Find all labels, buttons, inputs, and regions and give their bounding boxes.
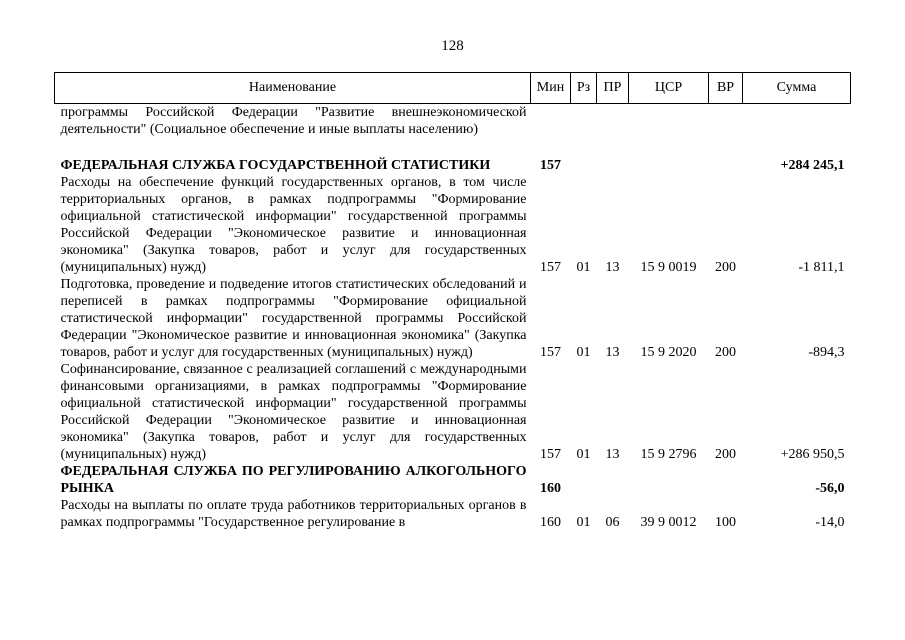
row-pr: 06	[605, 515, 620, 530]
header-min: Мин	[531, 73, 571, 104]
row-csr	[629, 138, 709, 174]
row-rz: 01	[576, 260, 591, 275]
row-name: программы Российской Федерации "Развитие внешнеэкономической деятельности" (Социальное обеспечение и иные выплаты населению)	[60, 105, 527, 137]
row-sum: -894,3	[808, 345, 845, 360]
row-pr: 13	[605, 447, 620, 462]
row-min: 157	[540, 260, 561, 275]
table-row	[55, 463, 851, 497]
header-rz: Рз	[571, 73, 597, 104]
table-header	[55, 73, 851, 104]
row-min: 160	[540, 515, 561, 530]
row-name: ФЕДЕРАЛЬНАЯ СЛУЖБА ПО РЕГУЛИРОВАНИЮ АЛКОГОЛЬНОГО РЫНКА	[60, 464, 527, 496]
row-pr: 13	[605, 260, 620, 275]
row-name: Расходы на обеспечение функций государственных органов, в том числе территориальных органов, в рамках подпрограммы "Формирование официальной статистической информации" государственной программы Российской Федерации "Экономическое развитие и инновационная экономика" (Закупка товаров, работ и услуг для государственных (муниципальных) нужд)	[60, 175, 527, 275]
row-csr: 15 9 2020	[640, 345, 697, 360]
row-rz	[571, 104, 597, 139]
budget-table	[54, 72, 851, 531]
table-row	[55, 138, 851, 174]
row-sum: +284 245,1	[780, 158, 845, 173]
row-name: Софинансирование, связанное с реализацией соглашений с международными финансовыми организациями, в рамках подпрограммы "Формирование официальной статистической информации" государственной программы Российской Федерации "Экономическое развитие и инновационная экономика" (Закупка товаров, работ и услуг для государственных (муниципальных) нужд)	[60, 362, 527, 462]
row-sum: -14,0	[815, 515, 845, 530]
row-rz	[571, 138, 597, 174]
row-vr	[709, 104, 743, 139]
row-min	[531, 104, 571, 139]
table-row	[55, 361, 851, 463]
row-name: Подготовка, проведение и подведение итогов статистических обследований и переписей в рамках подпрограммы "Формирование официальной статистической информации" государственной программы Российской Федерации "Экономическое развитие и инновационная экономика" (Закупка товаров, работ и услуг для государственных (муниципальных) нужд)	[60, 277, 527, 360]
row-min: 157	[540, 447, 561, 462]
row-csr: 15 9 0019	[640, 260, 697, 275]
header-pr: ПР	[597, 73, 629, 104]
row-pr	[597, 138, 629, 174]
row-csr: 39 9 0012	[640, 515, 697, 530]
table-row	[55, 276, 851, 361]
row-sum	[743, 104, 851, 139]
row-vr	[709, 463, 743, 497]
row-rz: 01	[576, 345, 591, 360]
row-vr: 200	[715, 345, 736, 360]
row-name: ФЕДЕРАЛЬНАЯ СЛУЖБА ГОСУДАРСТВЕННОЙ СТАТИСТИКИ	[60, 158, 491, 173]
header-vr: ВР	[709, 73, 743, 104]
table-row	[55, 104, 851, 139]
table-row	[55, 174, 851, 276]
page-number: 128	[441, 38, 464, 54]
row-pr	[597, 104, 629, 139]
header-csr: ЦСР	[629, 73, 709, 104]
row-vr	[709, 138, 743, 174]
row-sum: -56,0	[815, 481, 845, 496]
row-csr: 15 9 2796	[640, 447, 697, 462]
row-sum: +286 950,5	[780, 447, 845, 462]
row-rz: 01	[576, 447, 591, 462]
table-row	[55, 497, 851, 531]
row-min: 157	[540, 158, 561, 173]
row-pr: 13	[605, 345, 620, 360]
row-csr	[629, 463, 709, 497]
row-name: Расходы на выплаты по оплате труда работников территориальных органов в рамках подпрограммы "Государственное регулирование в	[60, 498, 527, 530]
row-rz	[571, 463, 597, 497]
row-vr: 200	[715, 447, 736, 462]
header-sum: Сумма	[743, 73, 851, 104]
row-min: 157	[540, 345, 561, 360]
row-vr: 200	[715, 260, 736, 275]
row-sum: -1 811,1	[798, 260, 845, 275]
row-rz: 01	[576, 515, 591, 530]
row-vr: 100	[715, 515, 736, 530]
row-min: 160	[540, 481, 561, 496]
row-pr	[597, 463, 629, 497]
header-name: Наименование	[55, 73, 531, 104]
row-csr	[629, 104, 709, 139]
